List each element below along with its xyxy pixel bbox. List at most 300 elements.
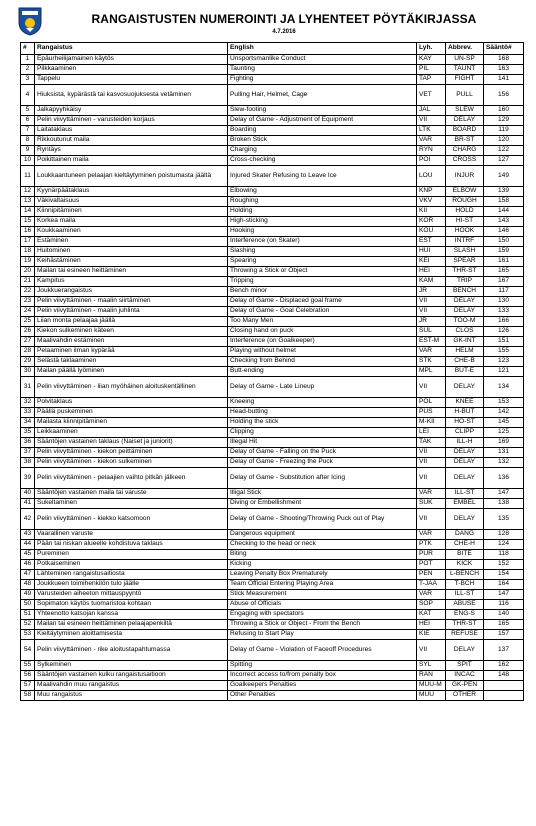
row-number: 58 — [21, 691, 35, 701]
finnish-abbrev: KAM — [417, 277, 446, 287]
penalty-english: Injured Skater Refusing to Leave Ice — [228, 166, 417, 187]
penalty-finnish: Pelin viivyttäminen - kiekon peittäminen — [35, 448, 228, 458]
row-number: 2 — [21, 65, 35, 75]
table-row — [21, 377, 524, 398]
row-number: 41 — [21, 499, 35, 509]
english-abbrev: H-BUT — [446, 408, 484, 418]
row-number: 12 — [21, 187, 35, 197]
rule-number: 165 — [484, 620, 524, 630]
finnish-abbrev: SOP — [417, 600, 446, 610]
penalty-finnish: Kampitus — [35, 277, 228, 287]
penalty-finnish: Päällä puskeminen — [35, 408, 228, 418]
penalty-finnish: Jalkapyyhkäisy — [35, 106, 228, 116]
penalty-english: Taunting — [228, 65, 417, 75]
table-row — [21, 550, 524, 560]
penalty-english: Throwing a Stick or Object - From the Bench — [228, 620, 417, 630]
penalty-english: Unsportsmanlike Conduct — [228, 55, 417, 65]
finnish-abbrev: T-JAA — [417, 580, 446, 590]
table-row — [21, 307, 524, 317]
finnish-abbrev: KAY — [417, 55, 446, 65]
english-abbrev: ROUGH — [446, 197, 484, 207]
table-row — [21, 428, 524, 438]
english-abbrev: PULL — [446, 85, 484, 106]
english-abbrev: BENCH — [446, 287, 484, 297]
english-abbrev: CHE-H — [446, 540, 484, 550]
rule-number: 136 — [484, 468, 524, 489]
penalty-english: Holding the stick — [228, 418, 417, 428]
rule-number: 132 — [484, 458, 524, 468]
rule-number: 130 — [484, 297, 524, 307]
table-row — [21, 156, 524, 166]
english-abbrev: ILL-ST — [446, 590, 484, 600]
row-number: 25 — [21, 317, 35, 327]
table-row — [21, 237, 524, 247]
rule-number: 148 — [484, 671, 524, 681]
row-number: 45 — [21, 550, 35, 560]
penalty-finnish: Pelin viivyttäminen - kiekon sulkeminen — [35, 458, 228, 468]
table-row — [21, 357, 524, 367]
table-row — [21, 600, 524, 610]
table-row — [21, 418, 524, 428]
row-number: 44 — [21, 540, 35, 550]
row-number: 38 — [21, 458, 35, 468]
penalty-english: Illegal Hit — [228, 438, 417, 448]
penalty-finnish: Sylkeminen — [35, 661, 228, 671]
penalty-english: Cross-checking — [228, 156, 417, 166]
row-number: 47 — [21, 570, 35, 580]
penalty-finnish: Keihästäminen — [35, 257, 228, 267]
penalty-english: Throwing a Stick or Object — [228, 267, 417, 277]
finnish-abbrev: PEN — [417, 570, 446, 580]
penalty-english: Refusing to Start Play — [228, 630, 417, 640]
penalty-english: Delay of Game - Substitution after Icing — [228, 468, 417, 489]
penalty-english: Engaging with spectators — [228, 610, 417, 620]
penalty-english: Kneeing — [228, 398, 417, 408]
table-body — [21, 55, 524, 701]
rule-number: 151 — [484, 337, 524, 347]
rule-number: 167 — [484, 277, 524, 287]
finnish-abbrev: LTK — [417, 126, 446, 136]
row-number: 50 — [21, 600, 35, 610]
penalty-finnish: Pelin viivyttäminen - liian myöhäinen aloituskentällinen — [35, 377, 228, 398]
finnish-abbrev: LEI — [417, 428, 446, 438]
finnish-abbrev: VKV — [417, 197, 446, 207]
table-row — [21, 126, 524, 136]
rule-number: 166 — [484, 317, 524, 327]
penalty-finnish: Selästä taklaaminen — [35, 357, 228, 367]
table-row — [21, 468, 524, 489]
english-abbrev: DELAY — [446, 116, 484, 126]
penalty-english: Delay of Game - Late Lineup — [228, 377, 417, 398]
penalty-english: Broken Stick — [228, 136, 417, 146]
english-abbrev: UN-SP — [446, 55, 484, 65]
table-row — [21, 146, 524, 156]
finnish-abbrev: MUU — [417, 691, 446, 701]
english-abbrev: CHE-B — [446, 357, 484, 367]
row-number: 42 — [21, 509, 35, 530]
finnish-abbrev: VET — [417, 85, 446, 106]
penalty-finnish: Pään tai niskan alueelle kohdistuva taklaus — [35, 540, 228, 550]
table-row — [21, 207, 524, 217]
row-number: 28 — [21, 347, 35, 357]
english-abbrev: ILL-ST — [446, 489, 484, 499]
penalty-english: Roughing — [228, 197, 417, 207]
table-row — [21, 681, 524, 691]
row-number: 40 — [21, 489, 35, 499]
penalty-finnish: Varusteiden aiheeton mittauspyyntö — [35, 590, 228, 600]
penalty-finnish: Epäurheilijamainen käytös — [35, 55, 228, 65]
english-abbrev: CLOS — [446, 327, 484, 337]
english-abbrev: GK-PEN — [446, 681, 484, 691]
table-row — [21, 691, 524, 701]
rule-number: 140 — [484, 610, 524, 620]
penalty-english: Too Many Men — [228, 317, 417, 327]
finnish-abbrev: JR — [417, 317, 446, 327]
penalty-english: Diving or Embellishment — [228, 499, 417, 509]
table-row — [21, 65, 524, 75]
rule-number: 157 — [484, 630, 524, 640]
rule-number: 143 — [484, 217, 524, 227]
penalty-english: Abuse of Officials — [228, 600, 417, 610]
rule-number: 137 — [484, 640, 524, 661]
english-abbrev: INCAC — [446, 671, 484, 681]
row-number: 17 — [21, 237, 35, 247]
finnish-abbrev: M-KII — [417, 418, 446, 428]
penalty-english: Charging — [228, 146, 417, 156]
row-number: 16 — [21, 227, 35, 237]
finnish-abbrev: VAR — [417, 489, 446, 499]
penalty-english: Bench minor — [228, 287, 417, 297]
document-date: 4.7.2016 — [272, 29, 296, 35]
table-row — [21, 560, 524, 570]
penalty-english: Holding — [228, 207, 417, 217]
rule-number: 144 — [484, 207, 524, 217]
row-number: 36 — [21, 438, 35, 448]
penalty-finnish: Mailasta kiinnipitäminen — [35, 418, 228, 428]
penalty-finnish: Väkivaltaisuus — [35, 197, 228, 207]
penalty-finnish: Pelin viivyttäminen - rike aloitustapahtumassa — [35, 640, 228, 661]
table-row — [21, 590, 524, 600]
table-row — [21, 166, 524, 187]
finnish-abbrev: VAR — [417, 136, 446, 146]
row-number: 48 — [21, 580, 35, 590]
row-number: 57 — [21, 681, 35, 691]
table-row — [21, 489, 524, 499]
row-number: 8 — [21, 136, 35, 146]
finnish-abbrev: VII — [417, 458, 446, 468]
row-number: 29 — [21, 357, 35, 367]
penalty-english: Delay of Game - Falling on the Puck — [228, 448, 417, 458]
english-abbrev: BITE — [446, 550, 484, 560]
row-number: 19 — [21, 257, 35, 267]
penalty-english: Pulling Hair, Helmet, Cage — [228, 85, 417, 106]
english-abbrev: ILL-H — [446, 438, 484, 448]
table-row — [21, 227, 524, 237]
rule-number: 145 — [484, 418, 524, 428]
english-abbrev: DELAY — [446, 307, 484, 317]
finnish-abbrev: SUK — [417, 499, 446, 509]
penalty-finnish: Rikkoutunut maila — [35, 136, 228, 146]
penalty-english: Fighting — [228, 75, 417, 85]
penalty-english: Biting — [228, 550, 417, 560]
table-row — [21, 630, 524, 640]
penalty-english: Clipping — [228, 428, 417, 438]
penalty-english: Dangerous equipment — [228, 530, 417, 540]
english-abbrev: CHARG — [446, 146, 484, 156]
table-row — [21, 106, 524, 116]
penalty-finnish: Vaarallinen varuste — [35, 530, 228, 540]
table-row — [21, 570, 524, 580]
row-number: 13 — [21, 197, 35, 207]
table-row — [21, 277, 524, 287]
penalty-english: Checking from Behind — [228, 357, 417, 367]
penalty-english: Delay of Game - Adjustment of Equipment — [228, 116, 417, 126]
finnish-abbrev: PUR — [417, 550, 446, 560]
rule-number: 116 — [484, 600, 524, 610]
finnish-abbrev: MPL — [417, 367, 446, 377]
finnish-abbrev: PIL — [417, 65, 446, 75]
penalty-english: Kicking — [228, 560, 417, 570]
row-number: 43 — [21, 530, 35, 540]
english-abbrev: KICK — [446, 560, 484, 570]
row-number: 27 — [21, 337, 35, 347]
penalty-finnish: Leikkaaminen — [35, 428, 228, 438]
penalty-finnish: Pelin viivyttäminen - maalin juhlinta — [35, 307, 228, 317]
penalty-finnish: Muu rangaistus — [35, 691, 228, 701]
english-abbrev: OTHER — [446, 691, 484, 701]
finnish-abbrev: KEI — [417, 257, 446, 267]
penalty-english: Playing without helmet — [228, 347, 417, 357]
table-row — [21, 337, 524, 347]
row-number: 11 — [21, 166, 35, 187]
finnish-abbrev: HUI — [417, 247, 446, 257]
english-abbrev: REFUSE — [446, 630, 484, 640]
english-abbrev: KNEE — [446, 398, 484, 408]
row-number: 37 — [21, 448, 35, 458]
rule-number: 119 — [484, 126, 524, 136]
english-abbrev: HI-ST — [446, 217, 484, 227]
rule-number: 164 — [484, 580, 524, 590]
rule-number: 147 — [484, 590, 524, 600]
english-abbrev: DELAY — [446, 297, 484, 307]
rule-number: 168 — [484, 55, 524, 65]
finnish-abbrev: RAN — [417, 671, 446, 681]
english-abbrev: DELAY — [446, 468, 484, 489]
penalty-finnish: Tappelu — [35, 75, 228, 85]
row-number: 56 — [21, 671, 35, 681]
english-abbrev: INJUR — [446, 166, 484, 187]
english-abbrev: BUT-E — [446, 367, 484, 377]
table-row — [21, 499, 524, 509]
rule-number: 127 — [484, 156, 524, 166]
penalty-finnish: Estäminen — [35, 237, 228, 247]
rule-number: 122 — [484, 146, 524, 156]
penalty-finnish: Potkaiseminen — [35, 560, 228, 570]
table-row — [21, 247, 524, 257]
row-number: 46 — [21, 560, 35, 570]
penalty-english: Delay of Game - Shooting/Throwing Puck out of Play — [228, 509, 417, 530]
penalty-english: Stick Measurement — [228, 590, 417, 600]
penalty-english: Butt-ending — [228, 367, 417, 377]
penalty-finnish: Huitominen — [35, 247, 228, 257]
english-abbrev: CLIPP — [446, 428, 484, 438]
penalty-finnish: Pureminen — [35, 550, 228, 560]
penalty-english: Elbowing — [228, 187, 417, 197]
rule-number: 141 — [484, 75, 524, 85]
rule-number: 128 — [484, 530, 524, 540]
row-number: 49 — [21, 590, 35, 600]
row-number: 34 — [21, 418, 35, 428]
table-row — [21, 610, 524, 620]
table-row — [21, 197, 524, 207]
rule-number: 120 — [484, 136, 524, 146]
english-abbrev: FIGHT — [446, 75, 484, 85]
english-abbrev: BR-ST — [446, 136, 484, 146]
penalty-english: Delay of Game - Violation of Faceoff Procedures — [228, 640, 417, 661]
english-abbrev: ELBOW — [446, 187, 484, 197]
rule-number: 149 — [484, 166, 524, 187]
penalty-finnish: Koukkaaminen — [35, 227, 228, 237]
penalty-finnish: Sukeltaminen — [35, 499, 228, 509]
row-number: 3 — [21, 75, 35, 85]
penalty-english: Incorrect access to/from penalty box — [228, 671, 417, 681]
table-row — [21, 217, 524, 227]
penalty-finnish: Pilkkaaminen — [35, 65, 228, 75]
penalty-english: Closing hand on puck — [228, 327, 417, 337]
finnish-abbrev: EST — [417, 237, 446, 247]
table-row — [21, 509, 524, 530]
rule-number: 161 — [484, 257, 524, 267]
hockey-federation-logo-icon — [17, 6, 43, 36]
rule-number: 118 — [484, 550, 524, 560]
finnish-abbrev: SUL — [417, 327, 446, 337]
rule-number — [484, 681, 524, 691]
finnish-abbrev: VII — [417, 377, 446, 398]
penalty-finnish: Pelin viivyttäminen - kiekko katsomoon — [35, 509, 228, 530]
finnish-abbrev: STK — [417, 357, 446, 367]
table-row — [21, 640, 524, 661]
row-number: 32 — [21, 398, 35, 408]
penalty-english: Tripping — [228, 277, 417, 287]
english-abbrev: CROSS — [446, 156, 484, 166]
penalty-finnish: Mailan päällä lyöminen — [35, 367, 228, 377]
table-row — [21, 448, 524, 458]
penalty-english: Team Official Entering Playing Area — [228, 580, 417, 590]
finnish-abbrev: MUU-M — [417, 681, 446, 691]
header-number: # — [21, 43, 35, 55]
penalty-finnish: Hiuksista, kypärästä tai kasvosuojuksesta vetäminen — [35, 85, 228, 106]
english-abbrev: T-BCH — [446, 580, 484, 590]
penalty-finnish: Joukkueen toimihenkilön tulo jäälle — [35, 580, 228, 590]
rule-number: 124 — [484, 540, 524, 550]
penalty-finnish: Korkea maila — [35, 217, 228, 227]
row-number: 24 — [21, 307, 35, 317]
penalty-english: Spitting — [228, 661, 417, 671]
finnish-abbrev: VII — [417, 297, 446, 307]
penalty-english: Hooking — [228, 227, 417, 237]
row-number: 21 — [21, 277, 35, 287]
penalty-finnish: Laitataklaus — [35, 126, 228, 136]
finnish-abbrev: EST-M — [417, 337, 446, 347]
penalty-english: Goalkeepers Penalties — [228, 681, 417, 691]
row-number: 31 — [21, 377, 35, 398]
table-row — [21, 398, 524, 408]
rule-number: 123 — [484, 357, 524, 367]
row-number: 22 — [21, 287, 35, 297]
finnish-abbrev: VAR — [417, 590, 446, 600]
english-abbrev: L-BENCH — [446, 570, 484, 580]
english-abbrev: HELM — [446, 347, 484, 357]
rule-number: 133 — [484, 307, 524, 317]
row-number: 52 — [21, 620, 35, 630]
table-row — [21, 116, 524, 126]
finnish-abbrev: HEI — [417, 620, 446, 630]
table-row — [21, 287, 524, 297]
row-number: 18 — [21, 247, 35, 257]
english-abbrev: ENG-S — [446, 610, 484, 620]
finnish-abbrev: KNP — [417, 187, 446, 197]
rule-number: 146 — [484, 227, 524, 237]
finnish-abbrev: KIE — [417, 630, 446, 640]
penalty-finnish: Joukkuerangaistus — [35, 287, 228, 297]
table-row — [21, 671, 524, 681]
english-abbrev: THR-ST — [446, 620, 484, 630]
penalty-finnish: Kieltäytyminen aloittamisesta — [35, 630, 228, 640]
rule-number: 160 — [484, 106, 524, 116]
penalty-finnish: Ryntäys — [35, 146, 228, 156]
finnish-abbrev: VAR — [417, 530, 446, 540]
finnish-abbrev: VII — [417, 468, 446, 489]
finnish-abbrev: POT — [417, 560, 446, 570]
table-row — [21, 297, 524, 307]
rule-number: 121 — [484, 367, 524, 377]
english-abbrev: HOOK — [446, 227, 484, 237]
english-abbrev: ABUSE — [446, 600, 484, 610]
table-row — [21, 661, 524, 671]
penalty-english: Boarding — [228, 126, 417, 136]
english-abbrev: DELAY — [446, 640, 484, 661]
penalty-finnish: Sääntöjen vastainen maila tai varuste — [35, 489, 228, 499]
rule-number: 150 — [484, 237, 524, 247]
finnish-abbrev: POL — [417, 398, 446, 408]
penalty-english: Checking to the head or neck — [228, 540, 417, 550]
rule-number: 163 — [484, 65, 524, 75]
row-number: 6 — [21, 116, 35, 126]
finnish-abbrev: SYL — [417, 661, 446, 671]
row-number: 55 — [21, 661, 35, 671]
penalty-finnish: Yhteenotto katsojan kanssa — [35, 610, 228, 620]
penalty-finnish: Mailan tai esineen heittäminen — [35, 267, 228, 277]
penalty-english: Interference (on Skater) — [228, 237, 417, 247]
rule-number: 125 — [484, 428, 524, 438]
row-number: 7 — [21, 126, 35, 136]
penalty-finnish: Maalivahdin estäminen — [35, 337, 228, 347]
row-number: 54 — [21, 640, 35, 661]
english-abbrev: HO-ST — [446, 418, 484, 428]
table-row — [21, 580, 524, 590]
table-row — [21, 367, 524, 377]
penalty-english: Interference (on Goalkeeper) — [228, 337, 417, 347]
table-row — [21, 458, 524, 468]
row-number: 51 — [21, 610, 35, 620]
english-abbrev: THR-ST — [446, 267, 484, 277]
header-finnish-abbrev: Lyh. — [417, 43, 446, 55]
penalty-finnish: Pelin viivyttäminen - maalin siirtäminen — [35, 297, 228, 307]
finnish-abbrev: POI — [417, 156, 446, 166]
penalty-finnish: Pelin viivyttäminen - pelaajien vaihto pitkän jälkeen — [35, 468, 228, 489]
penalty-finnish: Kiekon sulkeminen käteen — [35, 327, 228, 337]
rule-number — [484, 691, 524, 701]
